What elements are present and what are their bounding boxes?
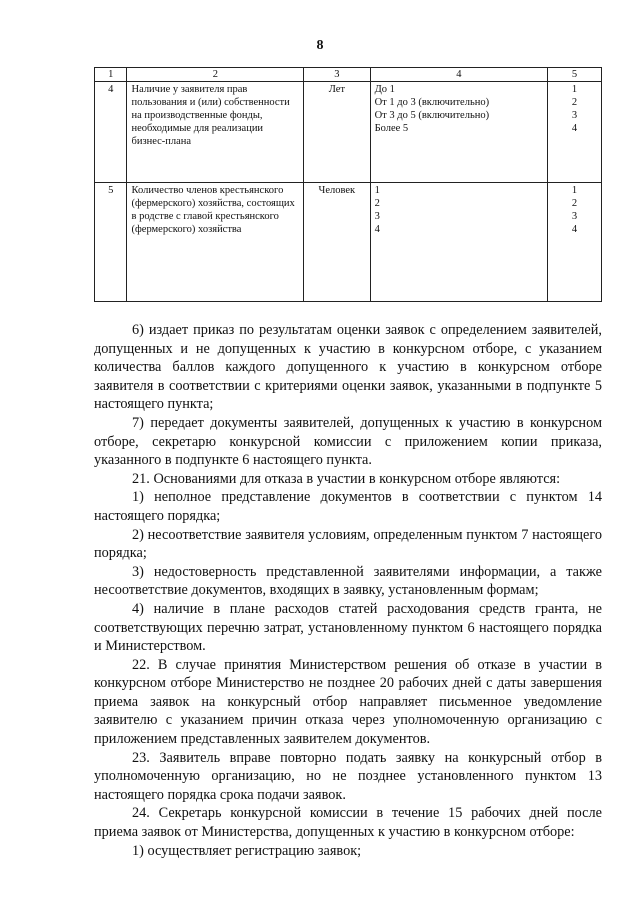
- score-item: 3: [571, 110, 578, 121]
- paragraph: 3) недостоверность представленной заявителями информации, а также несоответствие документов, входящих в заявку, установленным формам;: [94, 563, 602, 599]
- paragraph: 1) неполное представление документов в соответствии с пунктом 14 настоящего порядка;: [94, 489, 602, 524]
- value-item: 3: [374, 211, 380, 222]
- header-cell: 5: [548, 68, 602, 82]
- criterion-cell: Наличие у заявителя прав пользования и (или) собственности на производственные фонды, необходимые для реализации бизнес-плана: [127, 82, 304, 183]
- paragraph: 22. В случае принятия Министерством решения об отказе в участии в конкурсном отборе Министерство не позднее 20 рабочих дней с даты завершения приема заявок на конкурсный отбор направляет письменное уведомление заявителю с указанием причин отказа через уполномоченную организацию с приложением представленных заявителем документов.: [94, 656, 602, 748]
- score-item: 1: [571, 185, 578, 196]
- header-cell: 2: [127, 68, 304, 82]
- row-number: 4: [95, 82, 127, 183]
- value-item: 2: [374, 198, 380, 209]
- score-item: 4: [571, 123, 578, 134]
- score-item: 2: [571, 198, 578, 209]
- table-row: [95, 82, 602, 183]
- paragraph: 21. Основаниями для отказа в участии в конкурсном отборе являются:: [132, 470, 561, 487]
- score-item: 2: [571, 97, 578, 108]
- score-item: 3: [571, 211, 578, 222]
- header-cell: 3: [304, 68, 370, 82]
- value-item: 1: [374, 185, 380, 196]
- value-item: От 3 до 5 (включительно): [374, 110, 490, 121]
- score-item: 1: [571, 84, 578, 95]
- score-item: 4: [571, 224, 578, 235]
- table-row: [95, 183, 602, 302]
- value-item: До 1: [374, 84, 395, 95]
- unit-cell: Лет: [304, 82, 370, 183]
- paragraph: 23. Заявитель вправе повторно подать заявку на конкурсный отбор в уполномоченную организацию, но не позднее установленного пунктом 13 настоящего порядка срока подачи заявок.: [94, 749, 602, 803]
- paragraph: 24. Секретарь конкурсной комиссии в течение 15 рабочих дней после приема заявок от Министерства, допущенных к участию в конкурсном отборе:: [94, 805, 602, 841]
- scores-cell: [548, 82, 602, 183]
- paragraph: 1) осуществляет регистрацию заявок;: [132, 842, 362, 859]
- header-cell: 4: [370, 68, 548, 82]
- unit-cell: Человек: [304, 183, 370, 302]
- values-cell: [370, 82, 548, 183]
- scores-cell: [548, 183, 602, 302]
- header-cell: 1: [95, 68, 127, 82]
- table-header-row: [95, 68, 602, 82]
- page-number: 8: [316, 38, 324, 53]
- paragraph: 7) передает документы заявителей, допущенных к участию в конкурсном отборе, секретарю конкурсной комиссии с приложением копии приказа, указанного в подпункте 6 настоящего пункта.: [94, 414, 602, 469]
- value-item: От 1 до 3 (включительно): [374, 97, 490, 108]
- row-number: 5: [95, 183, 127, 302]
- criterion-cell: Количество членов крестьянского (фермерского) хозяйства, состоящих в родстве с главой крестьянского (фермерского) хозяйства: [127, 183, 304, 302]
- value-item: Более 5: [374, 123, 409, 134]
- values-cell: [370, 183, 548, 302]
- criteria-table: [94, 67, 602, 302]
- value-item: 4: [374, 224, 380, 235]
- paragraph: 4) наличие в плане расходов статей расходования средств гранта, не соответствующих перечню затрат, установленному пунктом 6 настоящего порядка и Министерством.: [94, 600, 602, 655]
- paragraph: 2) несоответствие заявителя условиям, определенным пунктом 7 настоящего порядка;: [94, 526, 602, 562]
- paragraph: 6) издает приказ по результатам оценки заявок с определением заявителей, допущенных и не допущенных к участию в конкурсном отборе, с указанием количества баллов каждого допущенного к участию в конкурсном отборе заявителя в соответствии с критериями оценки заявок, указанными в подпункте 5 настоящего пункта;: [94, 322, 602, 413]
- document-body: [94, 321, 602, 860]
